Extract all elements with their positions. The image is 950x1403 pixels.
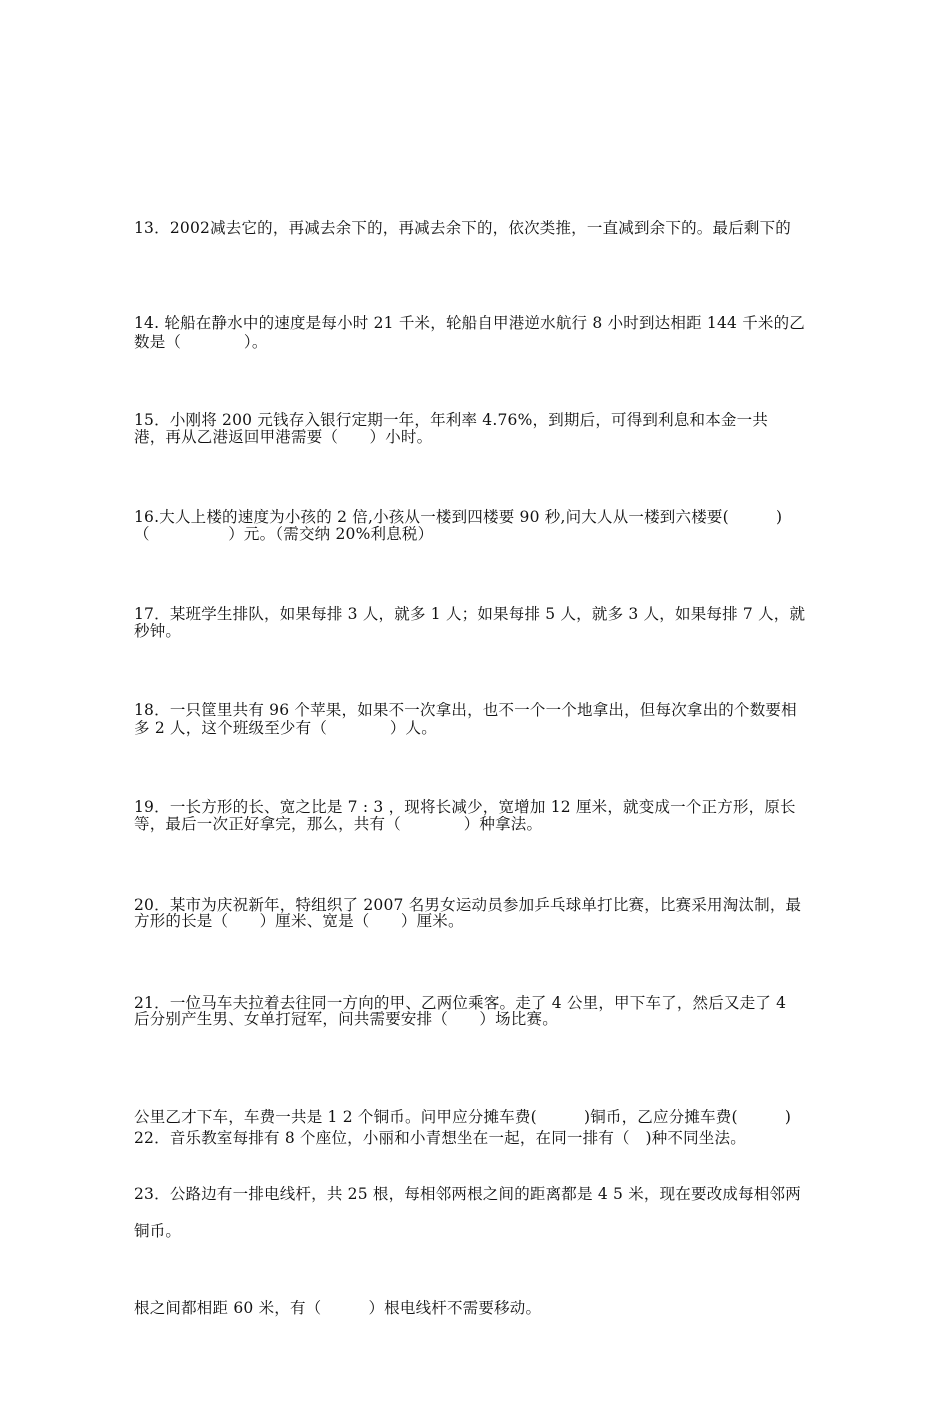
- question-19-line-2: 方形的长是（ ）厘米、宽是（ ）厘米。: [134, 912, 464, 930]
- question-18-line-2: 等，最后一次正好拿完，那么，共有（ ）种拿法。: [134, 815, 543, 833]
- question-16-line-1: 16.大人上楼的速度为小孩的 2 倍,小孩从一楼到四楼要 90 秒,问大人从一楼到六楼要( ): [134, 508, 783, 526]
- question-13-line-2: 数是（ ）。: [134, 333, 268, 351]
- question-21-line-2: 公里乙才下车，车费一共是 1 2 个铜币。问甲应分摊车费( )铜币，乙应分摊车费( ): [134, 1108, 792, 1126]
- question-17-line-2: 多 2 人，这个班级至少有（ ）人。: [134, 719, 437, 737]
- question-20-line-1: 20．某市为庆祝新年，特组织了 2007 名男女运动员参加乒乓球单打比赛，比赛采用淘汰制，最: [134, 896, 802, 914]
- question-13-line-1: 13．2002减去它的，再减去余下的，再减去余下的，依次类推，一直减到余下的。最后剩下的: [134, 219, 791, 237]
- question-18-line-1: 18．一只筐里共有 96 个苹果，如果不一次拿出，也不一个一个地拿出，但每次拿出的个数要相: [134, 701, 797, 719]
- question-19-line-1: 19．一长方形的长、宽之比是 7 : 3 ，现将长减少，宽增加 12 厘米，就变成一个正方形，原长: [134, 798, 796, 816]
- question-21-line-1: 21．一位马车夫拉着去往同一方向的甲、乙两位乘客。走了 4 公里，甲下车了，然后又走了 4: [134, 994, 787, 1012]
- question-23-line-2: 根之间都相距 60 米，有（ ）根电线杆不需要移动。: [134, 1299, 542, 1317]
- question-17-line-1: 17．某班学生排队，如果每排 3 人，就多 1 人；如果每排 5 人，就多 3 人，如果每排 7 人，就: [134, 605, 806, 623]
- question-21-line-3: 铜币。: [134, 1222, 182, 1240]
- question-14-line-1: 14. 轮船在静水中的速度是每小时 21 千米，轮船自甲港逆水航行 8 小时到达相距 144 千米的乙: [134, 314, 806, 332]
- question-23: [134, 1099, 824, 1403]
- question-23-line-1: 23．公路边有一排电线杆，共 25 根，每相邻两根之间的距离都是 4 5 米，现在要改成每相邻两: [134, 1185, 801, 1203]
- question-15-line-2: （ ）元。（需交纳 20%利息税）: [134, 525, 434, 543]
- question-14-line-2: 港，再从乙港返回甲港需要（ ）小时。: [134, 428, 433, 446]
- question-15-line-1: 15．小刚将 200 元钱存入银行定期一年，年利率 4.76%，到期后，可得到利息和本金一共: [134, 411, 769, 429]
- question-22-line-1: 22．音乐教室每排有 8 个座位，小丽和小青想坐在一起，在同一排有（ )种不同坐法。: [134, 1129, 746, 1147]
- question-20-line-2: 后分别产生男、女单打冠军，问共需要安排（ ）场比赛。: [134, 1010, 558, 1028]
- question-16-line-2: 秒钟。: [134, 622, 182, 640]
